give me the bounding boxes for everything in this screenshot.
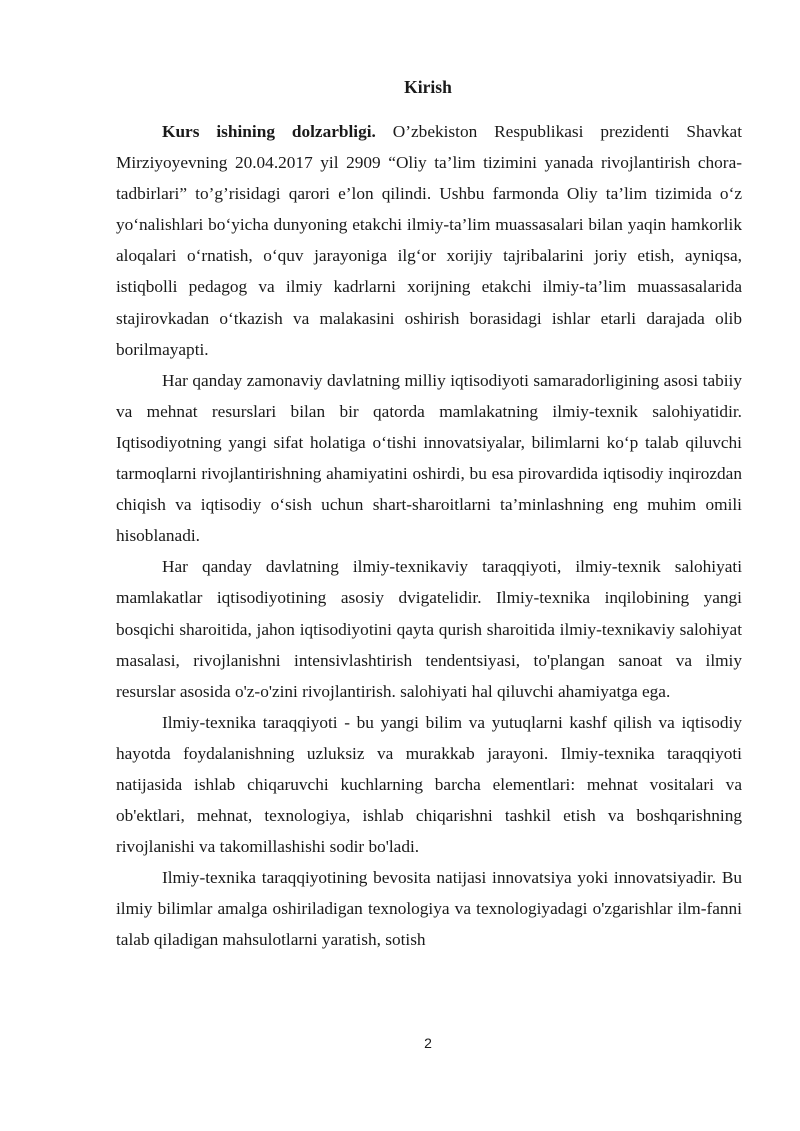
paragraph: Har qanday zamonaviy davlatning milliy iqtisodiyoti samaradorligining asosi tabiiy va mehnat resurslari bilan bir qatorda mamlakatning ilmiy-texnik salohiyatidir. Iqtisodiyotning yangi sifat holatiga o‘tishi innovatsiyalar, bilimlarni ko‘p talab qiluvchi tarmoqlarni rivojlantirishning ahamiyatini oshirdi, bu esa pirovardida iqtisodiy inqirozdan chiqish va iqtisodiy o‘sish uchun shart-sharoitlarni ta’minlashning eng muhim omili hisoblanadi. <box>116 370 742 546</box>
paragraph-text: O’zbekiston Respublikasi prezidenti Shavkat Mirziyoyevning 20.04.2017 yil 2909 “Oliy ta’lim tizimini yanada rivojlantirish chora-tadbirlari” to’g’risidagi qarori e’lon qilindi. Ushbu farmonda Oliy ta’lim tizimida o‘z yo‘nalishlari bo‘yicha dunyoning etakchi ilmiy-ta’lim muassasalari bilan yaqin hamkorlik aloqalari o‘rnatish, o‘quv jarayoniga ilg‘or xorijiy tajribalarini joriy etish, ayniqsa, istiqbolli pedagog va ilmiy kadrlarni xorijning etakchi ilmiy-ta’lim muassasalarida stajirovkadan o‘tkazish va malakasini oshirish borasidagi ishlar etarli darajada olib borilmayapti. <box>116 122 743 359</box>
paragraph-lead: Kurs ishining dolzarbligi. <box>162 122 376 141</box>
paragraph <box>116 116 742 365</box>
section-title: Kirish <box>404 77 452 97</box>
page-number: 2 <box>424 1035 432 1051</box>
paragraph: Ilmiy-texnika taraqqiyoti - bu yangi bilim va yutuqlarni kashf qilish va iqtisodiy hayotda foydalanishning uzluksiz va murakkab jarayoni. Ilmiy-texnika taraqqiyoti natijasida ishlab chiqaruvchi kuchlarning barcha elementlari: mehnat vositalari va ob'ektlari, mehnat, texnologiya, ishlab chiqarishni tashkil etish va boshqarishning rivojlanishi va takomillashishi sodir bo'ladi. <box>116 712 742 857</box>
paragraph: Ilmiy-texnika taraqqiyotining bevosita natijasi innovatsiya yoki innovatsiyadir. Bu ilmiy bilimlar amalga oshiriladigan texnologiya va texnologiyadagi o'zgarishlar ilm-fanni talab qiladigan mahsulotlarni yaratish, sotish <box>116 868 742 950</box>
paragraph: Har qanday davlatning ilmiy-texnikaviy taraqqiyoti, ilmiy-texnik salohiyati mamlakatlar iqtisodiyotining asosiy dvigatelidir. Ilmiy-texnika inqilobining yangi bosqichi sharoitida, jahon iqtisodiyotini qayta qurish sharoitida ilmiy-texnikaviy salohiyat masalasi, rivojlanishni intensivlashtirish tendentsiyasi, to'plangan sanoat va ilmiy resurslar asosida o'z-o'zini rivojlantirish. salohiyati hal qiluvchi ahamiyatga ega. <box>116 557 742 701</box>
body-text <box>116 116 742 956</box>
